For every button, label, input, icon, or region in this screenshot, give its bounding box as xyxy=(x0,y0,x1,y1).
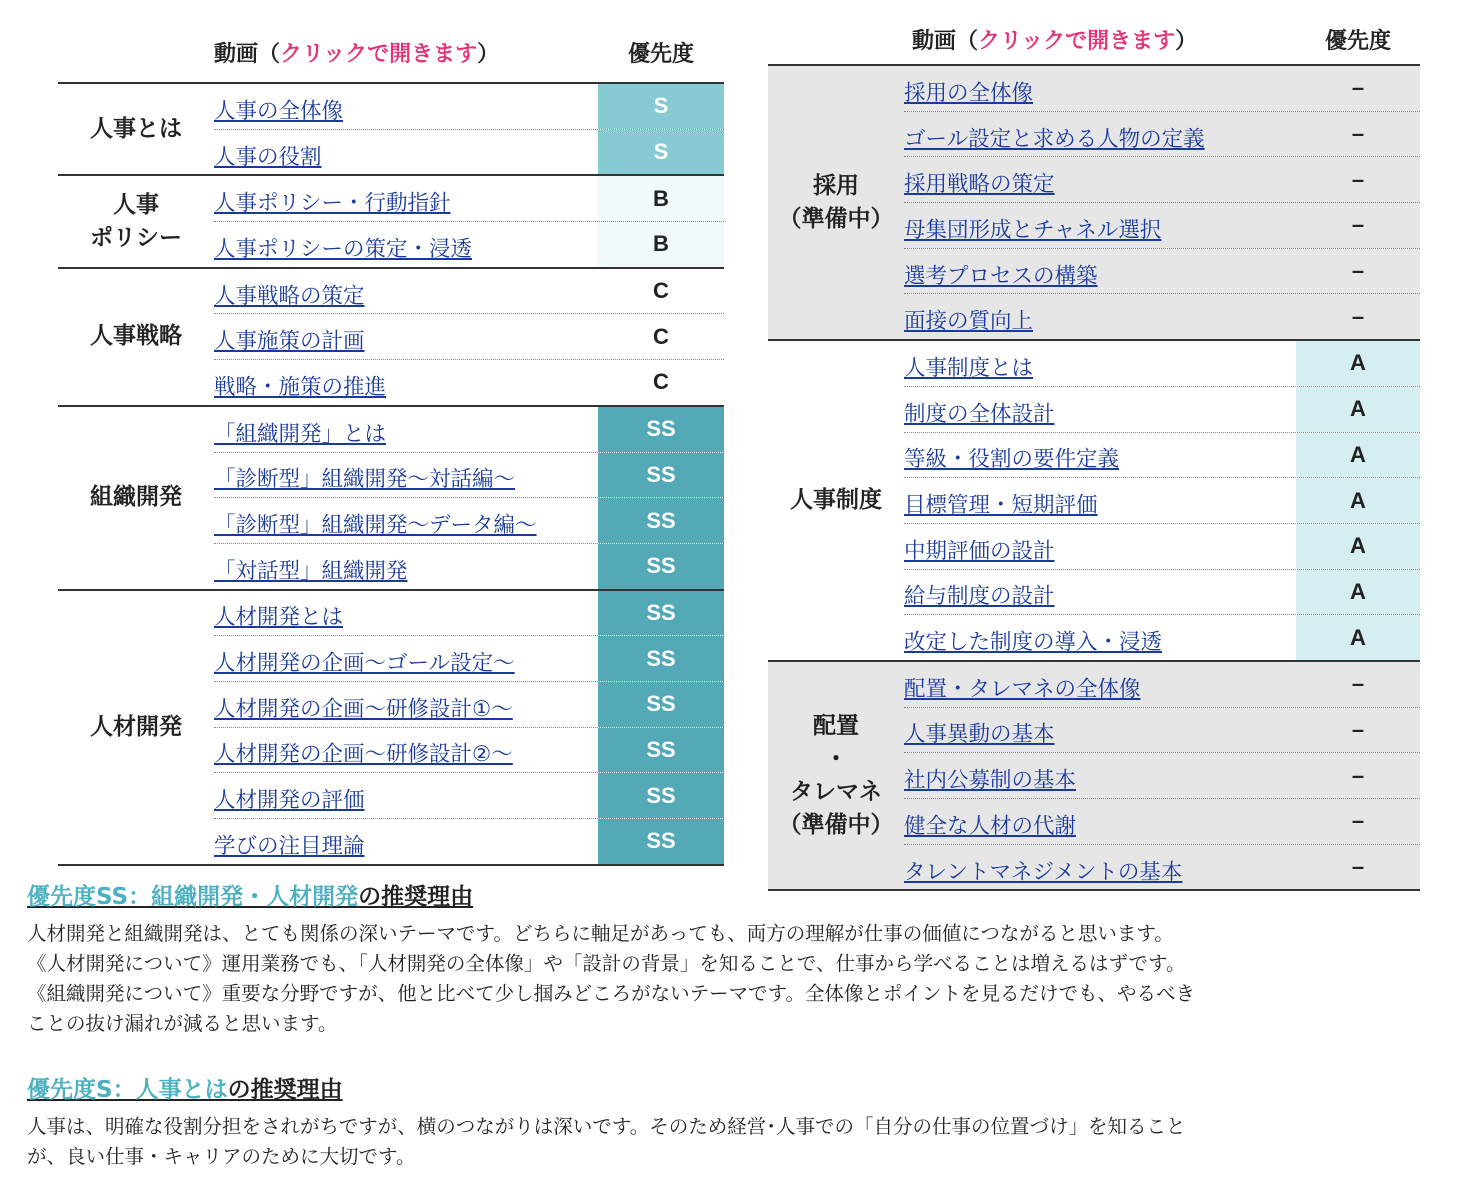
priority-badge: – xyxy=(1351,716,1365,742)
video-rows xyxy=(214,407,724,589)
video-link-text: 人事ポリシーの策定・浸透 xyxy=(214,236,473,262)
video-link[interactable] xyxy=(214,544,598,589)
priority-badge: SS xyxy=(598,682,724,727)
video-link-text: 人材開発の企画～ゴール設定～ xyxy=(214,651,515,677)
table-row xyxy=(214,681,724,727)
video-link[interactable] xyxy=(214,591,598,636)
table-row xyxy=(904,477,1420,523)
video-link[interactable] xyxy=(904,799,1296,844)
category-label: 採用 （準備中） xyxy=(778,172,894,232)
video-link[interactable] xyxy=(214,84,598,129)
priority-badge: SS xyxy=(598,819,724,864)
category-label: 配置 ・ タレマネ （準備中） xyxy=(778,712,894,838)
table-header xyxy=(58,22,724,82)
priority-badge: A xyxy=(1296,341,1420,386)
video-link[interactable] xyxy=(904,615,1296,660)
video-link[interactable] xyxy=(214,130,598,175)
priority-badge: SS xyxy=(598,773,724,818)
priority-badge: A xyxy=(1296,570,1420,615)
table-row xyxy=(904,569,1420,615)
video-link[interactable] xyxy=(214,222,598,267)
video-link-text: 目標管理・短期評価 xyxy=(904,493,1098,519)
priority-badge: – xyxy=(1351,762,1365,788)
video-link[interactable] xyxy=(214,360,598,405)
video-link[interactable] xyxy=(904,203,1296,248)
priority-badge: SS xyxy=(598,498,724,543)
table-row xyxy=(214,359,724,405)
priority-badge: SS xyxy=(598,544,724,589)
video-link-text: 戦略・施策の推進 xyxy=(214,374,387,400)
left-priority-table xyxy=(58,22,724,866)
category-label: 組織開発 xyxy=(90,484,182,511)
category-label: 人事 ポリシー xyxy=(90,191,182,251)
priority-badge: SS xyxy=(598,453,724,498)
video-link-text: タレントマネジメントの基本 xyxy=(904,859,1183,885)
video-link-text: 選考プロセスの構築 xyxy=(904,263,1098,289)
table-row xyxy=(214,543,724,589)
video-link-text: 人事の役割 xyxy=(214,144,322,170)
category-label: 人事制度 xyxy=(790,487,882,514)
video-link[interactable] xyxy=(904,433,1296,478)
video-link-text: 人事異動の基本 xyxy=(904,722,1055,748)
note-heading: 優先度S：人事とはの推奨理由 xyxy=(27,1077,343,1103)
video-link[interactable] xyxy=(904,112,1296,157)
category-group xyxy=(768,64,1420,339)
table-row xyxy=(214,269,724,314)
priority-badge: SS xyxy=(598,728,724,773)
video-link-text: 人材開発の企画～研修設計①～ xyxy=(214,696,513,722)
table-row xyxy=(214,129,724,175)
table-row xyxy=(904,66,1420,111)
video-column-header: 動画（クリックで開きます） xyxy=(912,28,1198,54)
table-row xyxy=(214,84,724,129)
priority-column-header: 優先度 xyxy=(627,41,694,67)
click-hint: クリックで開きます xyxy=(978,28,1176,54)
video-column-header: 動画（クリックで開きます） xyxy=(214,41,500,67)
video-rows xyxy=(904,341,1420,660)
video-link[interactable] xyxy=(214,498,598,543)
table-row xyxy=(904,523,1420,569)
table-row xyxy=(904,614,1420,660)
video-link-text: ゴール設定と求める人物の定義 xyxy=(904,126,1205,152)
video-link[interactable] xyxy=(214,819,598,864)
video-rows xyxy=(904,66,1420,339)
table-row xyxy=(904,341,1420,386)
video-link-text: 母集団形成とチャネル選択 xyxy=(904,217,1162,243)
video-link-text: 人事の全体像 xyxy=(214,98,344,124)
video-link[interactable] xyxy=(214,269,598,314)
video-link-text: 配置・タレマネの全体像 xyxy=(904,676,1141,702)
priority-badge: B xyxy=(598,176,724,221)
video-link[interactable] xyxy=(904,66,1296,111)
table-row xyxy=(904,386,1420,432)
video-link-text: 人材開発とは xyxy=(214,605,344,631)
video-link-text: 人事施策の計画 xyxy=(214,329,365,355)
video-link-text: 人事制度とは xyxy=(904,355,1034,381)
video-link-text: 「診断型」組織開発～データ編～ xyxy=(214,513,537,539)
priority-badge: S xyxy=(598,84,724,129)
video-link[interactable] xyxy=(214,407,598,452)
table-row xyxy=(214,221,724,267)
video-link[interactable] xyxy=(904,524,1296,569)
video-link[interactable] xyxy=(904,341,1296,386)
table-row xyxy=(214,176,724,221)
video-rows xyxy=(214,176,724,266)
video-link[interactable] xyxy=(904,387,1296,432)
video-link[interactable] xyxy=(214,728,598,773)
table-row xyxy=(904,156,1420,202)
table-row xyxy=(214,772,724,818)
table-row xyxy=(904,798,1420,844)
priority-badge: C xyxy=(598,269,724,314)
video-link-text: 人材開発の評価 xyxy=(214,788,365,814)
video-link[interactable] xyxy=(214,453,598,498)
video-link-text: 制度の全体設計 xyxy=(904,401,1055,427)
priority-badge: – xyxy=(1351,854,1365,880)
category-group xyxy=(58,174,724,266)
priority-badge: SS xyxy=(598,591,724,636)
video-link[interactable] xyxy=(904,478,1296,523)
video-link[interactable] xyxy=(904,294,1296,339)
note-ss xyxy=(27,878,1447,1039)
video-link-text: 人事戦略の策定 xyxy=(214,283,365,309)
priority-badge: – xyxy=(1351,303,1365,329)
video-link[interactable] xyxy=(904,708,1296,753)
table-row xyxy=(214,497,724,543)
table-row xyxy=(214,591,724,636)
table-row xyxy=(904,293,1420,339)
priority-badge: – xyxy=(1351,808,1365,834)
priority-badge: S xyxy=(598,130,724,175)
recommendation-notes xyxy=(27,878,1447,1172)
video-link[interactable] xyxy=(214,636,598,681)
category-group xyxy=(768,339,1420,660)
video-link[interactable] xyxy=(904,570,1296,615)
priority-badge: A xyxy=(1296,615,1420,660)
video-link[interactable] xyxy=(904,157,1296,202)
video-link[interactable] xyxy=(904,249,1296,294)
priority-badge: SS xyxy=(598,407,724,452)
table-row xyxy=(214,313,724,359)
video-link-text: 「組織開発」とは xyxy=(214,421,387,447)
video-rows xyxy=(214,269,724,405)
priority-badge: – xyxy=(1351,258,1365,284)
video-link-text: 給与制度の設計 xyxy=(904,584,1055,610)
priority-badge: – xyxy=(1351,75,1365,101)
table-row xyxy=(214,635,724,681)
video-link-text: 採用の全体像 xyxy=(904,80,1034,106)
priority-badge: A xyxy=(1296,478,1420,523)
priority-badge: C xyxy=(598,314,724,359)
category-group xyxy=(58,589,724,866)
category-group xyxy=(58,82,724,174)
priority-badge: B xyxy=(598,222,724,267)
note-body: 人事は、明確な役割分担をされがちですが、横のつながりは深いです。そのため経営･人事での「自分の仕事の位置づけ」を知ること が、良い仕事・キャリアのために大切です。 xyxy=(27,1115,1186,1168)
table-row xyxy=(214,407,724,452)
priority-badge: – xyxy=(1351,671,1365,697)
video-link[interactable] xyxy=(214,682,598,727)
video-rows xyxy=(214,84,724,174)
video-link-text: 「対話型」組織開発 xyxy=(214,558,408,584)
table-row xyxy=(904,248,1420,294)
category-group xyxy=(768,660,1420,889)
note-s xyxy=(27,1071,1447,1172)
note-body: 人材開発と組織開発は、とても関係の深いテーマです。どちらに軸足があっても、両方の理解が仕事の価値につながると思います。 《人材開発について》運用業務でも、「人材開発の全体像」や「設計の背景」を知ることで、仕事から学べることは増えるはずです。 《組織開発について》重要な分野ですが、他と比べて少し掴みどころがないテーマです。全体像とポイントを見るだけでも、やるべき ことの抜け漏れが減ると思います。 xyxy=(27,922,1196,1035)
priority-badge: – xyxy=(1351,121,1365,147)
priority-badge: C xyxy=(598,360,724,405)
right-priority-table xyxy=(768,14,1420,891)
video-link-text: 社内公募制の基本 xyxy=(904,768,1077,794)
table-row xyxy=(214,452,724,498)
video-link-text: 人事ポリシー・行動指針 xyxy=(214,191,451,217)
video-link-text: 健全な人材の代謝 xyxy=(904,813,1077,839)
priority-badge: – xyxy=(1351,166,1365,192)
video-link-text: 中期評価の設計 xyxy=(904,538,1055,564)
category-label: 人事戦略 xyxy=(90,323,182,350)
video-link-text: 人材開発の企画～研修設計②～ xyxy=(214,742,513,768)
category-label: 人材開発 xyxy=(90,713,182,740)
right-groups xyxy=(768,64,1420,891)
video-link-text: 面接の質向上 xyxy=(904,309,1034,335)
video-link[interactable] xyxy=(904,753,1296,798)
table-row xyxy=(904,707,1420,753)
video-rows xyxy=(904,662,1420,889)
table-header xyxy=(768,14,1420,64)
category-group xyxy=(58,405,724,589)
priority-badge: – xyxy=(1351,212,1365,238)
video-link[interactable] xyxy=(214,314,598,359)
table-row xyxy=(904,202,1420,248)
note-heading: 優先度SS：組織開発・人材開発の推奨理由 xyxy=(27,884,474,910)
category-group xyxy=(58,267,724,405)
priority-badge: A xyxy=(1296,387,1420,432)
video-link[interactable] xyxy=(904,662,1296,707)
video-rows xyxy=(214,591,724,864)
priority-badge: SS xyxy=(598,636,724,681)
table-row xyxy=(904,752,1420,798)
video-link[interactable] xyxy=(214,773,598,818)
video-link-text: 学びの注目理論 xyxy=(214,833,365,859)
video-link[interactable] xyxy=(214,176,598,221)
table-row xyxy=(904,111,1420,157)
table-row xyxy=(214,818,724,864)
table-row xyxy=(904,432,1420,478)
category-label: 人事とは xyxy=(90,115,182,142)
video-link-text: 採用戦略の策定 xyxy=(904,172,1055,198)
click-hint: クリックで開きます xyxy=(280,41,478,67)
video-link-text: 「診断型」組織開発～対話編～ xyxy=(214,467,516,493)
video-link-text: 等級・役割の要件定義 xyxy=(904,447,1120,473)
video-link-text: 改定した制度の導入・浸透 xyxy=(904,630,1163,656)
priority-badge: A xyxy=(1296,524,1420,569)
priority-column-header: 優先度 xyxy=(1324,28,1391,54)
table-row xyxy=(904,662,1420,707)
left-groups xyxy=(58,82,724,866)
table-row xyxy=(214,727,724,773)
priority-badge: A xyxy=(1296,433,1420,478)
